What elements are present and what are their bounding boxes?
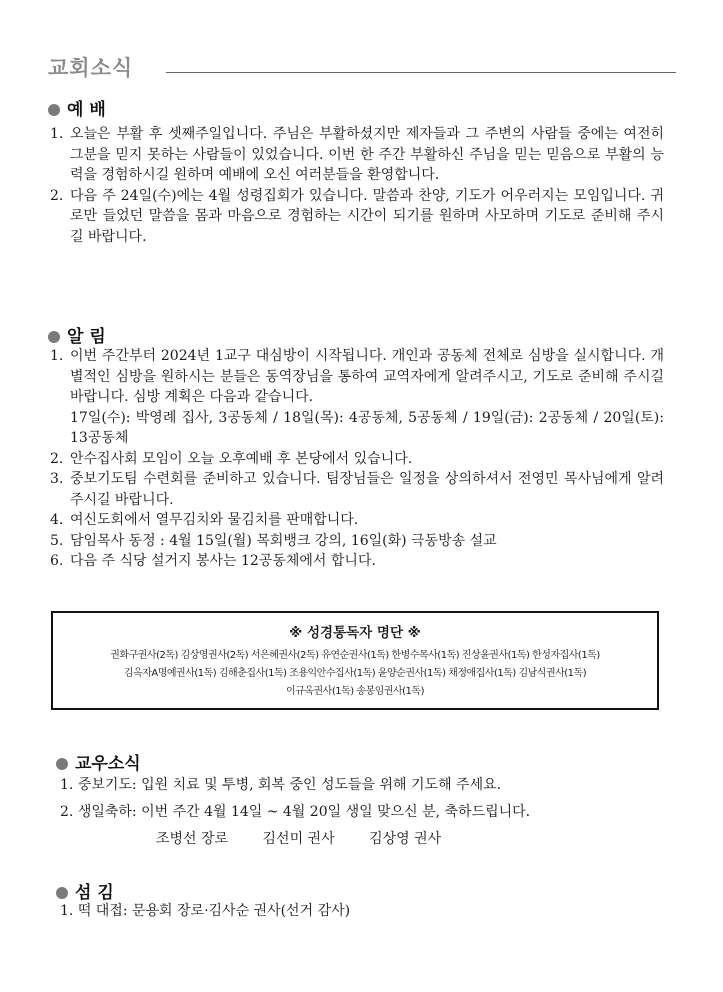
section-members-heading xyxy=(56,749,141,774)
roster-name: 한병수목사(1독) xyxy=(391,650,460,661)
item-number: 1. xyxy=(60,777,74,793)
roster-line xyxy=(53,683,657,701)
list-item xyxy=(50,469,664,510)
item-text: 이번 주간부터 2024년 1교구 대심방이 시작됩니다. 개인과 공동체 전체로 심방을 실시합니다. 개별적인 심방을 원하시는 분들은 동역장님을 통하여 교역자에게 알려주시고, 기도로 준비해 주시길 바랍니다. 심방 계획은 다음과 같습니다. xyxy=(70,348,664,405)
serving-list xyxy=(60,898,660,925)
item-number: 1. xyxy=(60,903,74,919)
section-title: 예 배 xyxy=(67,100,106,120)
members-list xyxy=(60,772,660,853)
section-worship-heading xyxy=(48,95,106,120)
roster-name: 김상영권사(2독) xyxy=(180,650,249,661)
item-number: 1. xyxy=(50,348,64,364)
bullet-icon xyxy=(56,758,68,770)
page-title: 교회소식 xyxy=(48,56,134,80)
roster-line xyxy=(53,647,657,665)
item-text: 안수집사회 모임이 오늘 오후예배 후 본당에서 있습니다. xyxy=(70,450,413,467)
item-number: 2. xyxy=(50,450,64,467)
list-item xyxy=(50,531,664,552)
item-number: 1. xyxy=(50,126,64,142)
item-text: 다음 주 식당 설거지 봉사는 12공동체에서 합니다. xyxy=(70,553,376,569)
birthday-name: 김선미 권사 xyxy=(262,831,335,847)
list-item xyxy=(50,346,664,449)
roster-name: 김남식권사(1독) xyxy=(518,668,587,679)
worship-list xyxy=(50,124,664,247)
roster-name: 한성자집사(1독) xyxy=(532,650,600,661)
item-text: 중보기도: 입원 치료 및 투병, 회복 중인 성도들을 위해 기도해 주세요. xyxy=(77,777,502,793)
list-item xyxy=(60,772,660,799)
item-text: 여신도회에서 열무김치와 물김치를 판매합니다. xyxy=(70,512,359,528)
item-number: 5. xyxy=(50,532,64,549)
bullet-icon xyxy=(48,331,60,343)
header xyxy=(48,52,676,86)
header-divider xyxy=(166,72,676,73)
roster-name: 송봉임권사(1독) xyxy=(356,686,424,697)
list-item xyxy=(60,799,660,826)
list-item xyxy=(50,186,664,248)
item-text: 담임목사 동정 : 4월 15일(월) 목회뱅크 강의, 16일(화) 극동방송 설교 xyxy=(70,532,497,549)
roster-name: 이규옥권사(1독) xyxy=(286,686,354,697)
bible-reading-roster-box xyxy=(51,611,659,710)
item-text: 다음 주 24일(수)에는 4월 성령집회가 있습니다. 말씀과 찬양, 기도가 어우러지는 모임입니다. 귀로만 들었던 말씀을 몸과 마음으로 경험하는 시간이 되기를 원하며 사모하며 기도로 준비해 주시길 바랍니다. xyxy=(70,187,664,245)
item-number: 4. xyxy=(50,512,64,528)
bullet-icon xyxy=(48,104,60,116)
item-number: 2. xyxy=(50,187,64,204)
roster-title: ※ 성경통독자 명단 ※ xyxy=(289,625,421,641)
item-text: 떡 대접: 문용회 장로·김사순 권사(선거 감사) xyxy=(77,903,351,919)
section-notices-heading xyxy=(48,322,106,347)
list-item xyxy=(50,449,664,470)
roster-name: 김옥자A명예권사(1독) xyxy=(123,668,217,679)
roster-name: 유연순권사(1독) xyxy=(321,650,389,661)
roster-name: 김해춘집사(1독) xyxy=(218,668,287,679)
section-title: 알 림 xyxy=(67,327,106,347)
roster-name: 채정애집사(1독) xyxy=(448,668,516,679)
item-number: 2. xyxy=(60,804,74,820)
birthday-name: 김상영 권사 xyxy=(369,831,442,847)
list-item xyxy=(50,124,664,186)
roster-name: 권화구권사(2독) xyxy=(110,650,178,661)
section-title: 교우소식 xyxy=(75,754,141,774)
birthday-names xyxy=(60,826,660,853)
roster-name: 윤양순권사(1독) xyxy=(377,668,446,679)
roster-line xyxy=(53,665,657,683)
item-text: 중보기도팀 수련회를 준비하고 있습니다. 팀장님들은 일정을 상의하셔서 전영민 목사님에게 알려주시길 바랍니다. xyxy=(70,471,664,508)
roster-name: 조용익안수집사(1독) xyxy=(289,668,376,679)
item-number: 3. xyxy=(50,471,64,487)
list-item xyxy=(60,898,660,925)
roster-names xyxy=(53,647,657,701)
notices-list xyxy=(50,346,664,572)
list-item xyxy=(50,551,664,572)
birthday-name: 조병선 장로 xyxy=(156,831,229,847)
visit-schedule: 17일(수): 박영례 집사, 3공동체 / 18일(목): 4공동체, 5공동체 / 19일(금): 2공동체 / 20일(토): 13공동체 xyxy=(70,409,664,446)
roster-name: 서은혜권사(2독) xyxy=(250,650,319,661)
item-text: 생일축하: 이번 주간 4월 14일 ~ 4월 20일 생일 맞으신 분, 축하드립니다. xyxy=(77,804,531,820)
section-title: 섬 김 xyxy=(75,883,114,903)
item-number: 6. xyxy=(50,553,64,569)
roster-name: 진상윤권사(1독) xyxy=(461,650,530,661)
list-item xyxy=(50,510,664,531)
item-text: 오늘은 부활 후 셋째주일입니다. 주님은 부활하셨지만 제자들과 그 주변의 사람들 중에는 여전히 그분을 믿지 못하는 사람들이 있었습니다. 이번 한 주간 부활하신 주님을 믿는 믿음으로 부활의 능력을 경험하시길 원하며 예배에 오신 여러분들을 환영합니다. xyxy=(70,126,664,183)
